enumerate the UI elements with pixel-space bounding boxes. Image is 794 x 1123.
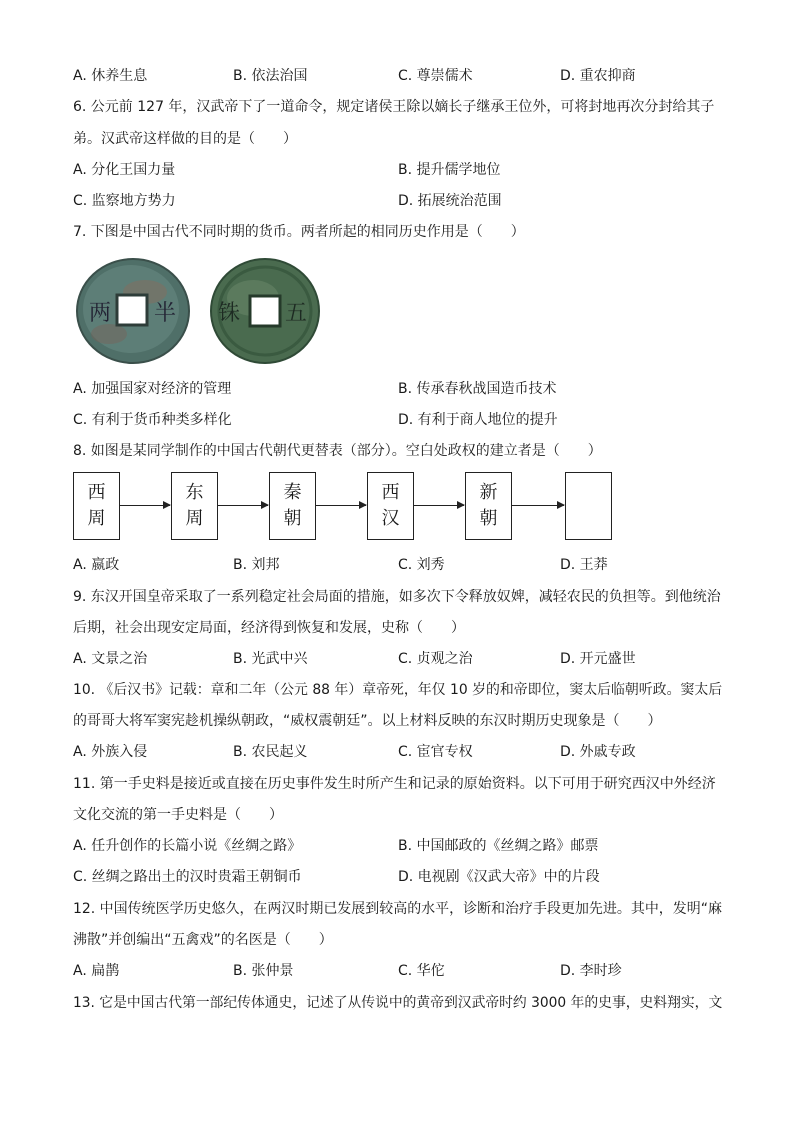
q10-option-c: C. 宦官专权	[398, 744, 473, 760]
q13-stem-line1: 13. 它是中国古代第一部纪传体通史，记述了从传说中的黄帝到汉武帝时约 3000 年的史事，史料翔实，文	[73, 995, 723, 1011]
q8-stem: 8. 如图是某同学制作的中国古代朝代更替表（部分）。空白处政权的建立者是（ ）	[73, 443, 602, 459]
q10-option-a: A. 外族入侵	[73, 744, 148, 760]
q9-option-c: C. 贞观之治	[398, 651, 473, 667]
q5-option-c: C. 尊崇儒术	[398, 68, 473, 84]
q9-option-d: D. 开元盛世	[560, 651, 636, 667]
q7-stem: 7. 下图是中国古代不同时期的货币。两者所起的相同历史作用是（ ）	[73, 224, 525, 240]
q5-option-b: B. 依法治国	[233, 68, 308, 84]
q9-option-a: A. 文景之治	[73, 651, 148, 667]
q5-option-d: D. 重农抑商	[560, 68, 636, 84]
q11-stem-line1: 11. 第一手史料是接近或直接在历史事件发生时所产生和记录的原始资料。以下可用于研究西汉中外经济	[73, 776, 716, 792]
dynasty-box-eastern-zhou	[171, 472, 218, 540]
q9-stem-line1: 9. 东汉开国皇帝采取了一系列稳定社会局面的措施，如多次下令释放奴婢，减轻农民的负担等。到他统治	[73, 589, 721, 605]
banliang-coin-image	[77, 259, 189, 363]
q5-option-a: A. 休养生息	[73, 68, 148, 84]
dynasty-box-western-zhou	[73, 472, 120, 540]
flow-arrow	[413, 505, 464, 506]
q12-stem-line2: 沸散”并创编出“五禽戏”的名医是（ ）	[73, 932, 333, 948]
dynasty-box-qin	[269, 472, 316, 540]
q12-option-a: A. 扁鹊	[73, 963, 120, 979]
q12-stem-line1: 12. 中国传统医学历史悠久，在两汉时期已发展到较高的水平，诊断和治疗手段更加先进。其中，发明“麻	[73, 901, 722, 917]
q12-option-b: B. 张仲景	[233, 963, 294, 979]
coin-left-char-2: 半	[154, 301, 177, 326]
coin-right-char-2: 五	[285, 301, 308, 326]
coin-left-char-1: 两	[89, 301, 112, 326]
flow-arrow	[119, 505, 170, 506]
q10-stem-line2: 的哥哥大将军窦宪趁机操纵朝政，“威权震朝廷”。以上材料反映的东汉时期历史现象是（ ）	[73, 713, 662, 729]
q8-option-d: D. 王莽	[560, 557, 608, 573]
flow-arrow	[511, 505, 564, 506]
q6-stem-line1: 6. 公元前 127 年，汉武帝下了一道命令，规定诸侯王除以嫡长子继承王位外，可将封地再次分封给其子	[73, 99, 715, 115]
dynasty-box-xin	[465, 472, 512, 540]
box-char: 新	[479, 482, 498, 503]
wuzhu-coin-image	[211, 259, 319, 363]
q7-option-c: C. 有利于货币种类多样化	[73, 412, 232, 428]
q11-stem-line2: 文化交流的第一手史料是（ ）	[73, 807, 283, 823]
q6-option-b: B. 提升儒学地位	[398, 162, 501, 178]
q11-option-b: B. 中国邮政的《丝绸之路》邮票	[398, 838, 599, 854]
box-char: 朝	[479, 508, 498, 529]
q6-option-c: C. 监察地方势力	[73, 193, 176, 209]
coin-right-char-1: 铢	[218, 301, 241, 326]
flow-arrow	[217, 505, 268, 506]
q10-option-b: B. 农民起义	[233, 744, 308, 760]
q9-stem-line2: 后期，社会出现安定局面，经济得到恢复和发展，史称（ ）	[73, 620, 465, 636]
q9-option-b: B. 光武中兴	[233, 651, 308, 667]
box-char: 周	[87, 508, 106, 529]
dynasty-flowchart	[73, 472, 618, 542]
flow-arrow	[315, 505, 366, 506]
q11-option-d: D. 电视剧《汉武大帝》中的片段	[398, 869, 600, 885]
dynasty-box-blank	[565, 472, 612, 540]
q8-option-a: A. 嬴政	[73, 557, 120, 573]
box-char: 朝	[283, 508, 302, 529]
box-char: 汉	[381, 508, 400, 529]
q10-stem-line1: 10. 《后汉书》记载：章和二年（公元 88 年）章帝死，年仅 10 岁的和帝即位，窦太后临朝听政。窦太后	[73, 682, 723, 698]
box-char: 秦	[283, 482, 302, 503]
q7-option-b: B. 传承春秋战国造币技术	[398, 381, 557, 397]
q6-stem-line2: 弟。汉武帝这样做的目的是（ ）	[73, 131, 297, 147]
q7-option-a: A. 加强国家对经济的管理	[73, 381, 232, 397]
box-char: 西	[87, 482, 106, 503]
q6-option-a: A. 分化王国力量	[73, 162, 176, 178]
box-char: 东	[185, 482, 204, 503]
q8-option-b: B. 刘邦	[233, 557, 280, 573]
q11-option-a: A. 任升创作的长篇小说《丝绸之路》	[73, 838, 302, 854]
dynasty-box-western-han	[367, 472, 414, 540]
q10-option-d: D. 外戚专政	[560, 744, 636, 760]
q6-option-d: D. 拓展统治范围	[398, 193, 502, 209]
q12-option-d: D. 李时珍	[560, 963, 622, 979]
q7-option-d: D. 有利于商人地位的提升	[398, 412, 558, 428]
q8-option-c: C. 刘秀	[398, 557, 445, 573]
box-char: 周	[185, 508, 204, 529]
coins-figure	[75, 258, 335, 368]
q12-option-c: C. 华佗	[398, 963, 445, 979]
q11-option-c: C. 丝绸之路出土的汉时贵霜王朝铜币	[73, 869, 302, 885]
box-char: 西	[381, 482, 400, 503]
